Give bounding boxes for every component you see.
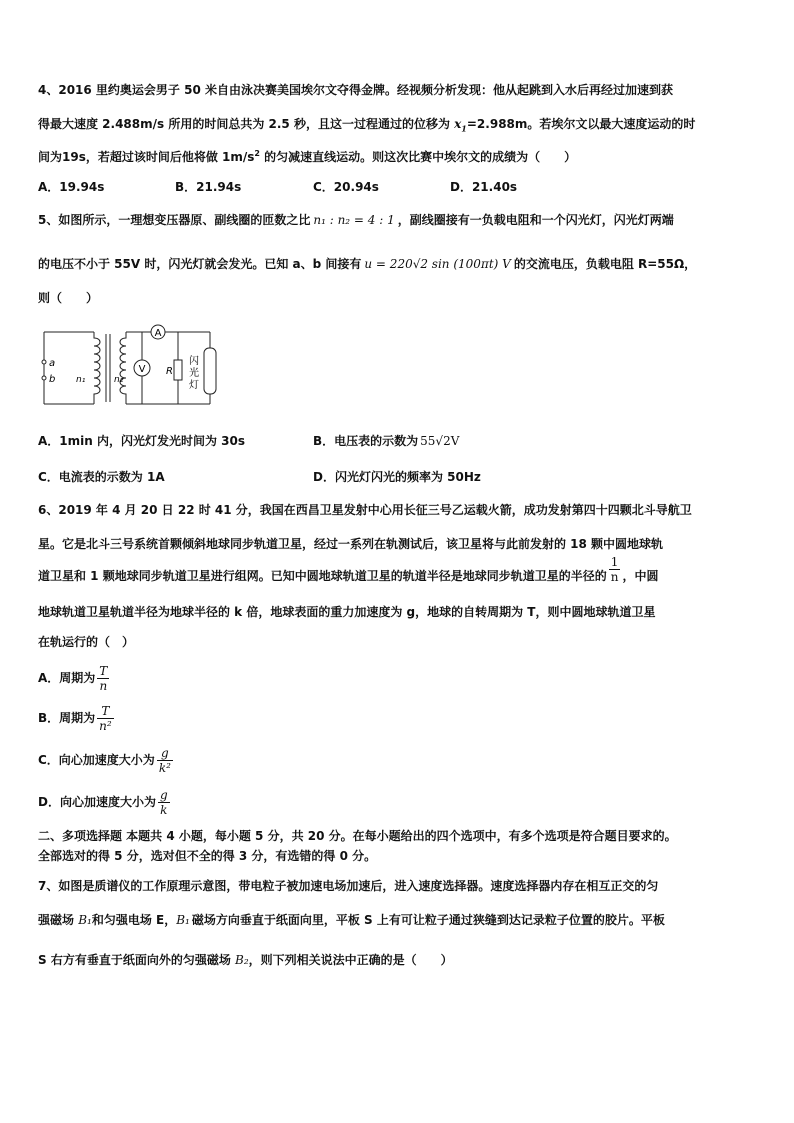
voltage-expression: u = 220√2 sin (100πt) V: [364, 257, 511, 271]
lamp-label-3: 灯: [189, 380, 199, 391]
q4-option-d: D．21.40s: [450, 180, 518, 194]
q4-line-1: 4、2016 里约奥运会男子 50 米自由泳决赛美国埃尔文夺得金牌。经视频分析发现：他从起跳到入水后再经过加速到获: [38, 83, 673, 97]
terminal-b-label: b: [49, 374, 56, 385]
secondary-turns-label: n₂: [114, 375, 124, 385]
q6-line-1: 6、2019 年 4 月 20 日 22 时 41 分，我国在西昌卫星发射中心用长征三号乙运载火箭，成功发射第四十四颗北斗导航卫: [38, 503, 692, 517]
q5-option-a: A．1min 内，闪光灯发光时间为 30s: [38, 434, 245, 448]
q6-option-a: A．周期为 $\frac{T}{n}$: [38, 664, 108, 693]
q6-option-d: D．向心加速度大小为 $\frac{g}{k}$: [38, 788, 168, 817]
transformer-circuit-diagram: [38, 324, 228, 410]
terminal-b-dot: [42, 376, 46, 380]
q5-option-c: C．电流表的示数为 1A: [38, 470, 165, 484]
section2-heading-line-1: 二、多项选择题 本题共 4 小题，每小题 5 分，共 20 分。在每小题给出的四个选项中，有多个选项是符合题目要求的。: [38, 829, 677, 843]
q4-option-c: C．20.94s: [313, 180, 379, 194]
section2-heading-line-2: 全部选对的得 5 分，选对但不全的得 3 分，有选错的得 0 分。: [38, 849, 377, 863]
q4-option-a: A．19.94s: [38, 180, 105, 194]
resistor-label: R: [166, 366, 173, 377]
q4-line-2: 得最大速度 2.488m/s 所用的时间总共为 2.5 秒，且这一过程通过的位移为 $x_1=2.988m$。若埃尔文以最大速度运动的时: [38, 117, 696, 134]
ammeter-label: A: [154, 328, 162, 339]
q6-option-b: B．周期为 $\frac{T}{\text{n²}}$: [38, 704, 112, 733]
q5-option-d: D．闪光灯闪光的频率为 50Hz: [313, 470, 481, 484]
q4-line-3: 间为19s，若超过该时间后他将做 $1m/s^2$ 的匀减速直线运动。则这次比赛中埃尔文的成绩为（ ）: [38, 149, 577, 164]
radius-ratio-fraction: $\frac{1}{n}$: [610, 555, 619, 584]
terminal-a-dot: [42, 360, 46, 364]
lamp-label-1: 闪: [189, 356, 199, 367]
q6-line-4: 地球轨道卫星轨道半径为地球半径的 k 倍，地球表面的重力加速度为 g，地球的自转周期为 T，则中圆地球轨道卫星: [38, 605, 656, 619]
q7-line-2: 强磁场 B₁和匀强电场 E，B₁ 磁场方向垂直于纸面向里，平板 S 上有可让粒子通过狭缝到达记录粒子位置的胶片。平板: [38, 913, 665, 927]
q5-line-3: 则（ ）: [38, 291, 99, 305]
q5-line-1: 5、如图所示，一理想变压器原、副线圈的匝数之比 n₁ : n₂ = 4 : 1 ，副线圈接有一负载电阻和一个闪光灯，闪光灯两端: [38, 213, 674, 227]
lamp-label-2: 光: [189, 368, 199, 379]
q4-option-b: B．21.94s: [175, 180, 242, 194]
q6-line-3: 道卫星和 1 颗地球同步轨道卫星进行组网。已知中圆地球轨道卫星的轨道半径是地球同步轨道卫星的半径的 $\frac{1}{n}$ ，中圆: [38, 555, 659, 584]
primary-turns-label: n₁: [76, 375, 86, 385]
terminal-a-label: a: [49, 358, 56, 369]
q6-line-2: 星。它是北斗三号系统首颗倾斜地球同步轨道卫星，经过一系列在轨测试后，该卫星将与此前发射的 18 颗中圆地球轨: [38, 537, 664, 551]
x1-symbol: $x_1$: [454, 117, 467, 134]
q7-line-1: 7、如图是质谱仪的工作原理示意图，带电粒子被加速电场加速后，进入速度选择器。速度选择器内存在相互正交的匀: [38, 879, 659, 893]
q5-option-b: B．电压表的示数为 55√2V: [313, 434, 460, 448]
voltmeter-label: V: [138, 364, 146, 375]
q6-option-c: C．向心加速度大小为 $\frac{g}{\text{k²}}$: [38, 746, 171, 775]
q6-line-5: 在轨运行的（ ）: [38, 635, 135, 649]
turns-ratio: n₁ : n₂ = 4 : 1: [313, 213, 395, 227]
q7-line-3: S 右方有垂直于纸面向外的匀强磁场 B₂，则下列相关说法中正确的是（ ）: [38, 953, 453, 967]
q5-line-2: 的电压不小于 55V 时，闪光灯就会发光。已知 a、b 间接有 u = 220√2 sin (100πt) V 的交流电压，负载电阻 R=55Ω，: [38, 257, 697, 271]
